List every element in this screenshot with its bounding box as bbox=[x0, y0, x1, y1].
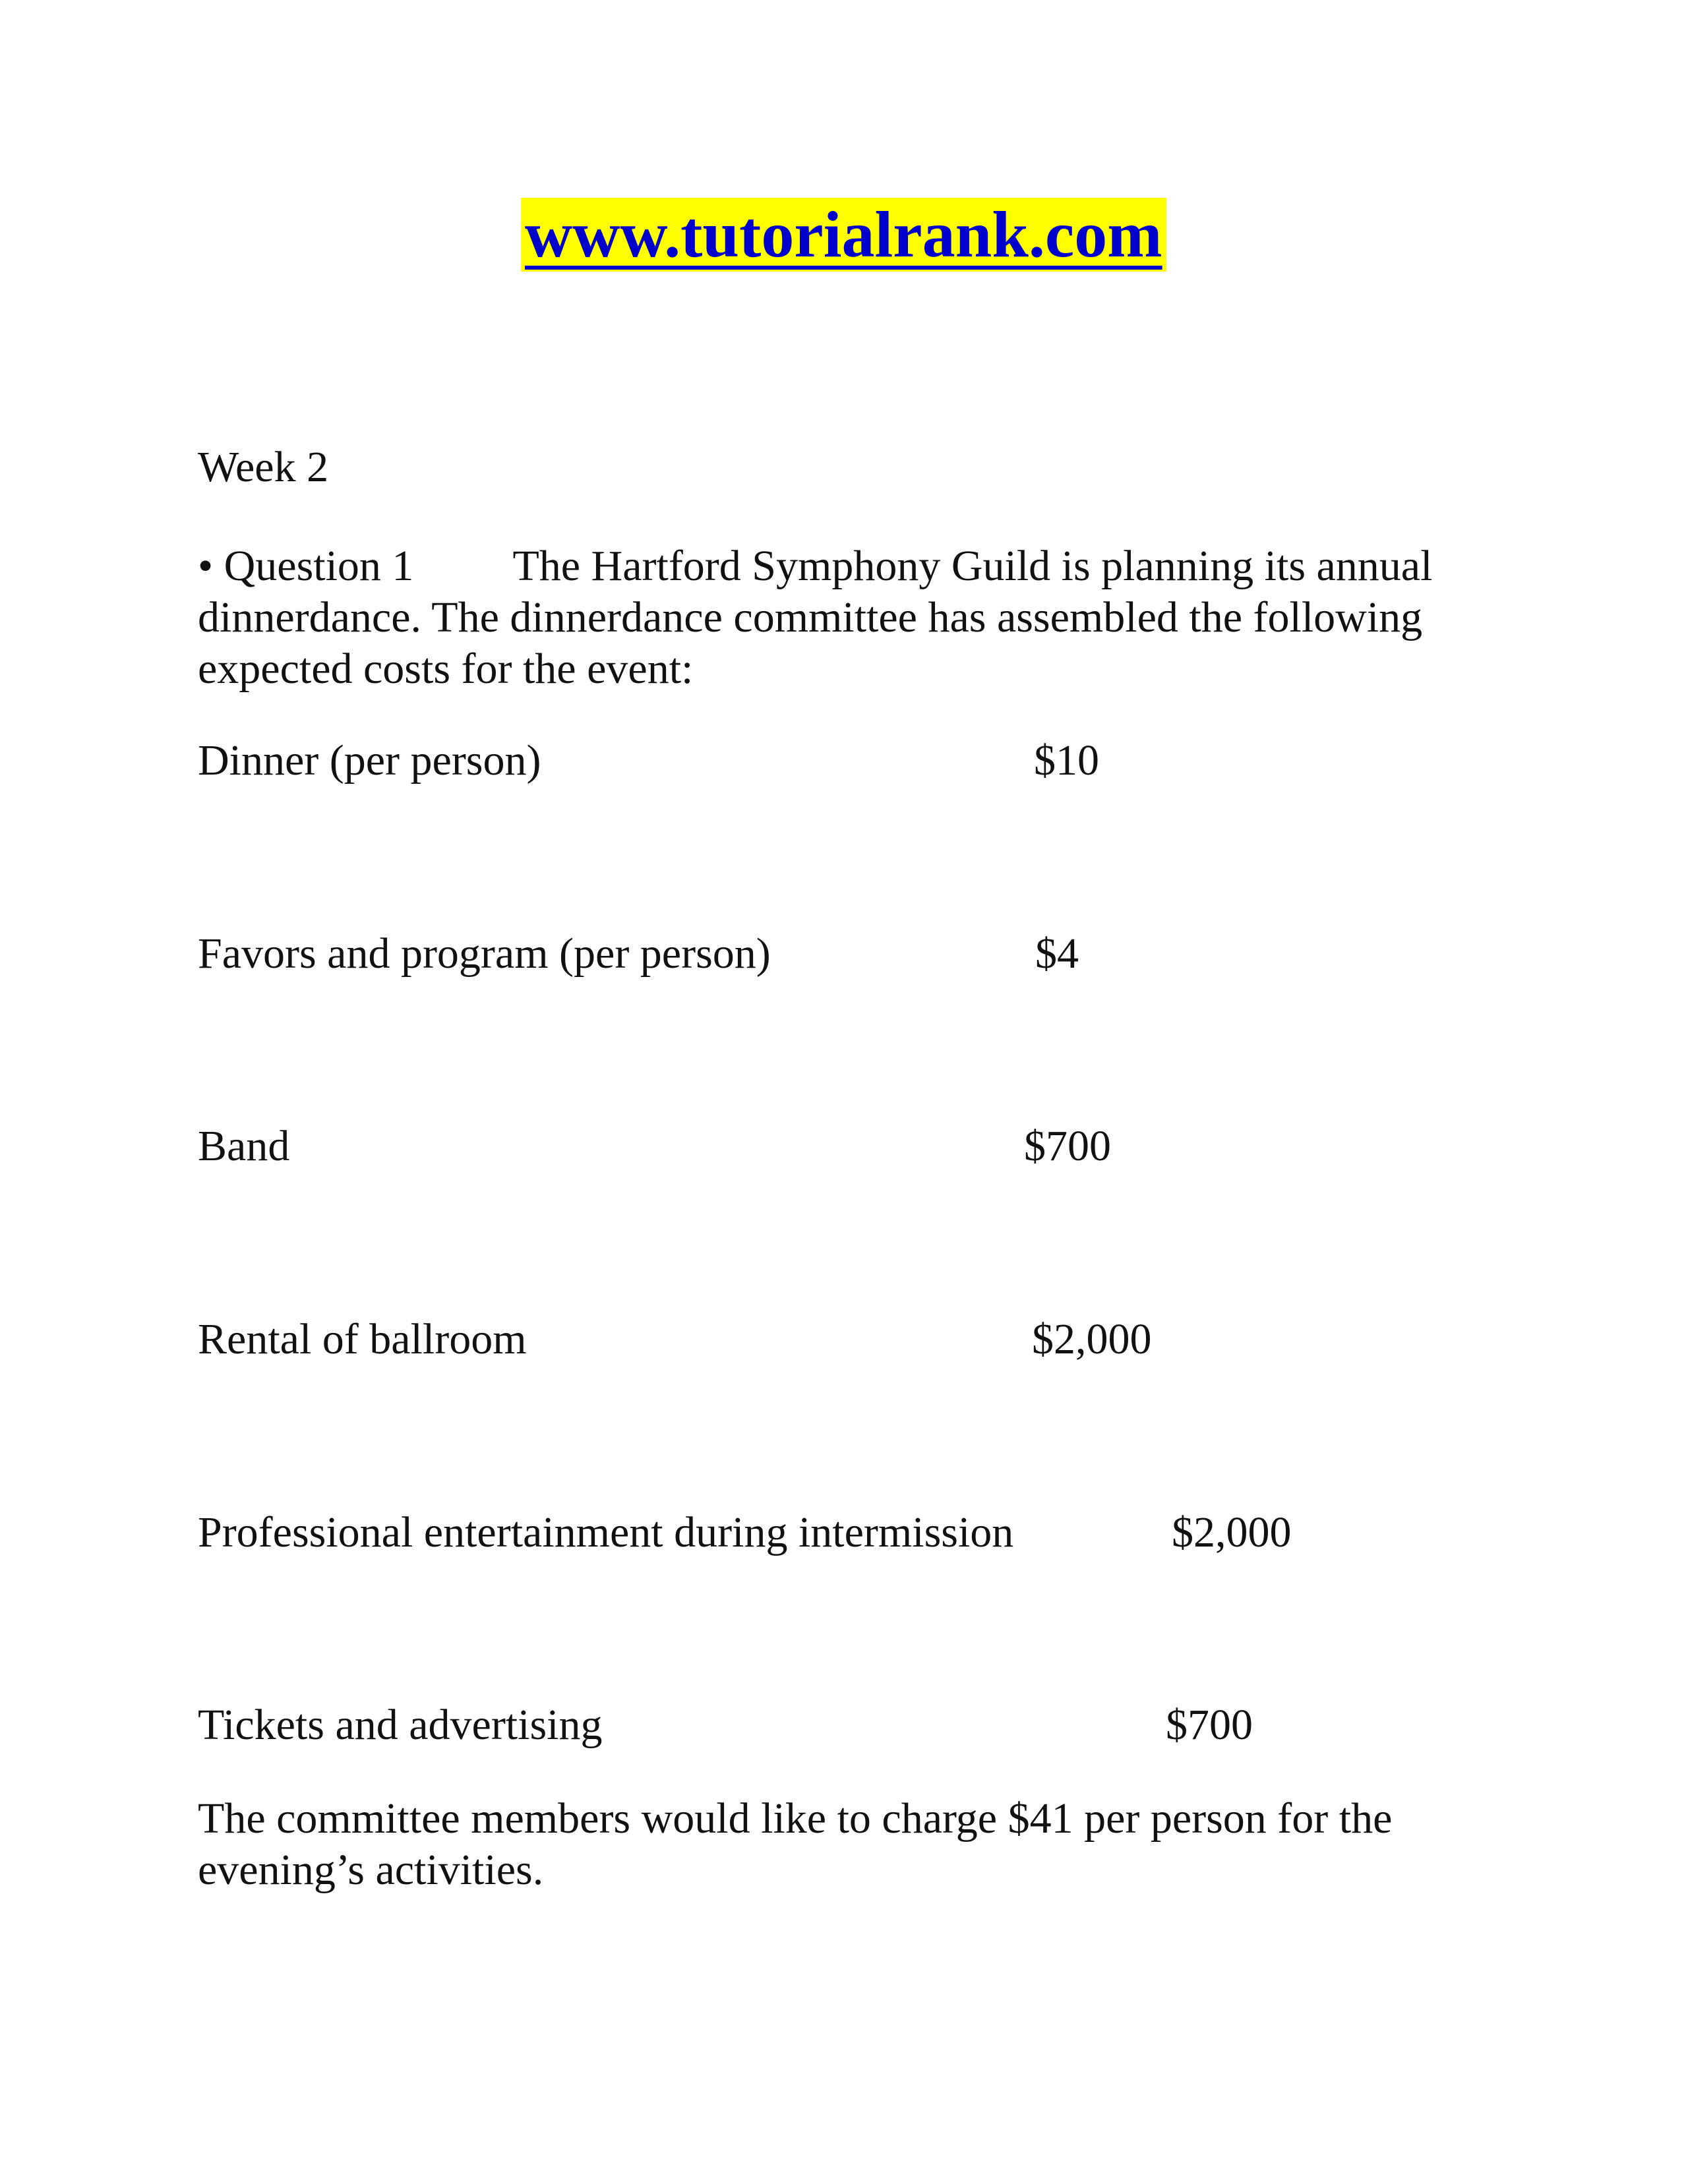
question-text-line-2: dinnerdance. The dinnerdance committee has assembled the following bbox=[198, 593, 1423, 641]
cost-label-entertainment: Professional entertainment during intermission bbox=[198, 1508, 1014, 1556]
cost-label-band: Band bbox=[198, 1122, 290, 1170]
question-text-line-3: expected costs for the event: bbox=[198, 645, 694, 693]
cost-value-tickets: $700 bbox=[1166, 1701, 1253, 1749]
cost-label-tickets: Tickets and advertising bbox=[198, 1701, 603, 1749]
week-heading: Week 2 bbox=[198, 443, 329, 491]
cost-value-ballroom: $2,000 bbox=[1032, 1315, 1152, 1363]
bullet: • bbox=[198, 542, 214, 590]
question-paragraph bbox=[198, 541, 1432, 695]
cost-label-ballroom: Rental of ballroom bbox=[198, 1315, 527, 1363]
closing-line-2: evening’s activities. bbox=[198, 1846, 544, 1894]
site-link[interactable]: www.tutorialrank.com bbox=[521, 198, 1166, 272]
cost-value-entertainment: $2,000 bbox=[1172, 1508, 1292, 1556]
closing-paragraph bbox=[198, 1793, 1392, 1896]
cost-label-dinner: Dinner (per person) bbox=[198, 736, 541, 784]
cost-value-band: $700 bbox=[1024, 1122, 1111, 1170]
closing-line-1: The committee members would like to charge $41 per person for the bbox=[198, 1794, 1393, 1843]
cost-label-favors: Favors and program (per person) bbox=[198, 930, 771, 978]
question-text-line-1: The Hartford Symphony Guild is planning its annual bbox=[512, 542, 1433, 590]
question-label: Question 1 bbox=[224, 542, 414, 590]
cost-value-dinner: $10 bbox=[1034, 736, 1099, 784]
cost-value-favors: $4 bbox=[1035, 930, 1079, 978]
question-line-1 bbox=[198, 541, 1432, 592]
